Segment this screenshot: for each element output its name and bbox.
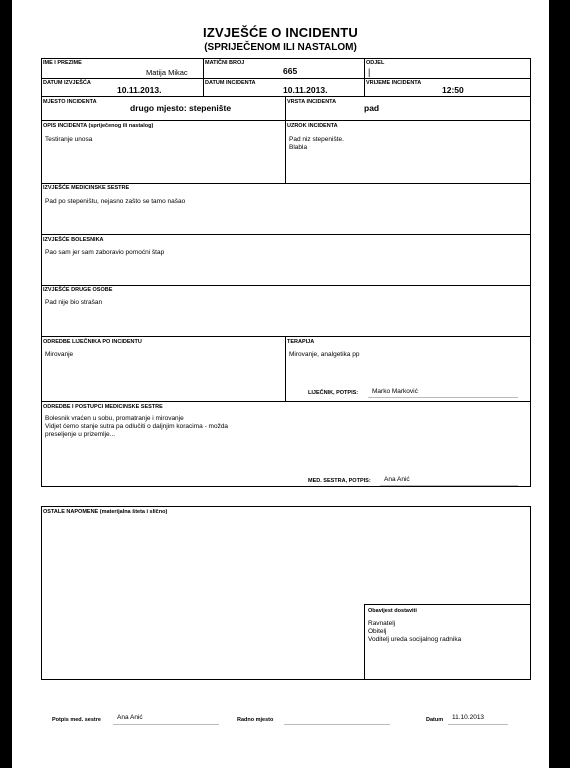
sestra-potpis-label: MED. SESTRA, POTPIS: (308, 478, 371, 484)
divider (364, 604, 531, 605)
footer-radno-label: Radno mjesto (237, 717, 274, 723)
page-subtitle: (SPRIJEČENOM ILI NASTALOM) (204, 42, 357, 53)
datum-incidenta-label: DATUM INCIDENTA (205, 80, 256, 86)
frame-left (41, 336, 42, 402)
ostale-field[interactable] (45, 519, 365, 669)
divider (364, 604, 365, 680)
signature-line (113, 724, 219, 725)
divider (41, 183, 531, 184)
signature-line (284, 724, 390, 725)
divider (41, 285, 531, 286)
divider (41, 401, 531, 402)
frame-left (41, 58, 42, 184)
obavijest-item[interactable]: Ravnatelj (368, 620, 396, 627)
lijecnik-potpis-field[interactable]: Marko Marković (372, 388, 418, 395)
divider (285, 96, 286, 183)
frame-top (41, 506, 531, 507)
uzrok-line: Pad niz stepenište. (289, 136, 344, 143)
odredbe-sestre-line: Bolesnik vraćen u sobu, promatranje i mirovanje (45, 415, 184, 422)
footer-datum-field[interactable]: 11.10.2013 (452, 714, 485, 721)
frame-right (530, 285, 531, 337)
datum-izvjesca-label: DATUM IZVJEŠĆA (43, 80, 91, 86)
odredbe-sestre-line: Vidjet ćemo stanje sutra pa odlučiti o daljnjim koracima - možda (45, 423, 229, 430)
terapija-label: TERAPIJA (287, 339, 315, 345)
mjesto-label: MJESTO INCIDENTA (43, 99, 97, 105)
frame-left (41, 506, 42, 680)
frame-right (530, 234, 531, 286)
obavijest-label: Obavijest dostaviti (368, 608, 417, 614)
datum-izvjesca-field[interactable]: 10.11.2013. (117, 85, 162, 95)
obavijest-list (368, 620, 461, 644)
divider (41, 336, 531, 337)
izvjesce-bolesnika-label: IZVJEŠĆE BOLESNIKA (43, 237, 104, 243)
datum-incidenta-field[interactable]: 10.11.2013. (283, 85, 328, 95)
maticni-label: MATIČNI BROJ (205, 60, 245, 66)
terapija-field[interactable]: Mirovanje, analgetika pp (289, 351, 360, 358)
frame-right (530, 401, 531, 487)
opis-field[interactable]: Testiranje unosa (45, 136, 93, 143)
divider (41, 78, 531, 79)
signature-line (448, 724, 508, 725)
izvjesce-sestre-field[interactable]: Pad po stepeništu, nejasno zašto se tamo našao (45, 198, 186, 205)
izvjesce-bolesnika-field[interactable]: Pao sam jer sam zaboravio pomoćni štap (45, 249, 165, 256)
odredbe-lijecnika-field[interactable]: Mirovanje (45, 351, 74, 358)
obavijest-item[interactable]: Obitelj (368, 628, 387, 635)
mjesto-field[interactable]: drugo mjesto: stepenište (130, 103, 232, 113)
maticni-field[interactable]: 665 (283, 66, 298, 76)
footer-potpis-field[interactable]: Ana Anić (117, 714, 143, 721)
frame-bottom (41, 486, 531, 487)
izvjesce-druge-field[interactable]: Pad nije bio strašan (45, 299, 103, 306)
ime-label: IME I PREZIME (43, 60, 82, 66)
frame-left (41, 401, 42, 487)
ostale-label: OSTALE NAPOMENE (materijalna šteta i slično) (43, 509, 168, 515)
signature-line (380, 485, 518, 486)
divider (41, 96, 531, 97)
odredbe-sestre-field[interactable] (45, 415, 228, 439)
divider (41, 120, 531, 121)
izvjesce-sestre-label: IZVJEŠĆE MEDICINSKE SESTRE (43, 185, 130, 191)
divider (41, 234, 531, 235)
frame-right (530, 336, 531, 402)
uzrok-field[interactable] (289, 136, 344, 152)
divider (203, 58, 204, 96)
odjel-label: ODJEL (366, 60, 385, 66)
obavijest-item[interactable]: Voditelj ureda socijalnog radnika (368, 636, 462, 643)
frame-bottom (41, 679, 531, 680)
uzrok-label: UZROK INCIDENTA (287, 123, 338, 129)
frame-right (530, 58, 531, 184)
uzrok-line: Blabla (289, 144, 308, 151)
frame-right (530, 183, 531, 235)
report-page (12, 0, 549, 768)
odredbe-sestre-label: ODREDBE I POSTUPCI MEDICINSKE SESTRE (43, 404, 163, 410)
vrijeme-label: VRIJEME INCIDENTA (366, 80, 422, 86)
frame-top (41, 58, 531, 59)
vrsta-label: VRSTA INCIDENTA (287, 99, 337, 105)
frame-right (530, 506, 531, 680)
footer-potpis-label: Potpis med. sestre (52, 717, 101, 723)
divider (285, 336, 286, 402)
opis-label: OPIS INCIDENTA (spriječenog ili nastalog) (43, 123, 154, 129)
odjel-field[interactable]: | (368, 67, 371, 77)
divider (364, 58, 365, 96)
lijecnik-potpis-label: LIJEČNIK, POTPIS: (308, 390, 359, 396)
footer-datum-label: Datum (426, 717, 444, 723)
frame-left (41, 234, 42, 286)
vrsta-field[interactable]: pad (364, 103, 380, 113)
ime-field[interactable]: Matija Mikac (146, 68, 188, 77)
page-title: IZVJEŠĆE O INCIDENTU (203, 25, 358, 40)
signature-line (368, 397, 518, 398)
izvjesce-druge-label: IZVJEŠĆE DRUGE OSOBE (43, 287, 113, 293)
vrijeme-field[interactable]: 12:50 (442, 85, 464, 95)
odredbe-sestre-line: preseljenje u prizemlje... (45, 431, 116, 438)
odredbe-lijecnika-label: ODREDBE LIJEČNIKA PO INCIDENTU (43, 339, 142, 345)
frame-left (41, 183, 42, 235)
sestra-potpis-field[interactable]: Ana Anić (384, 476, 410, 483)
frame-left (41, 285, 42, 337)
